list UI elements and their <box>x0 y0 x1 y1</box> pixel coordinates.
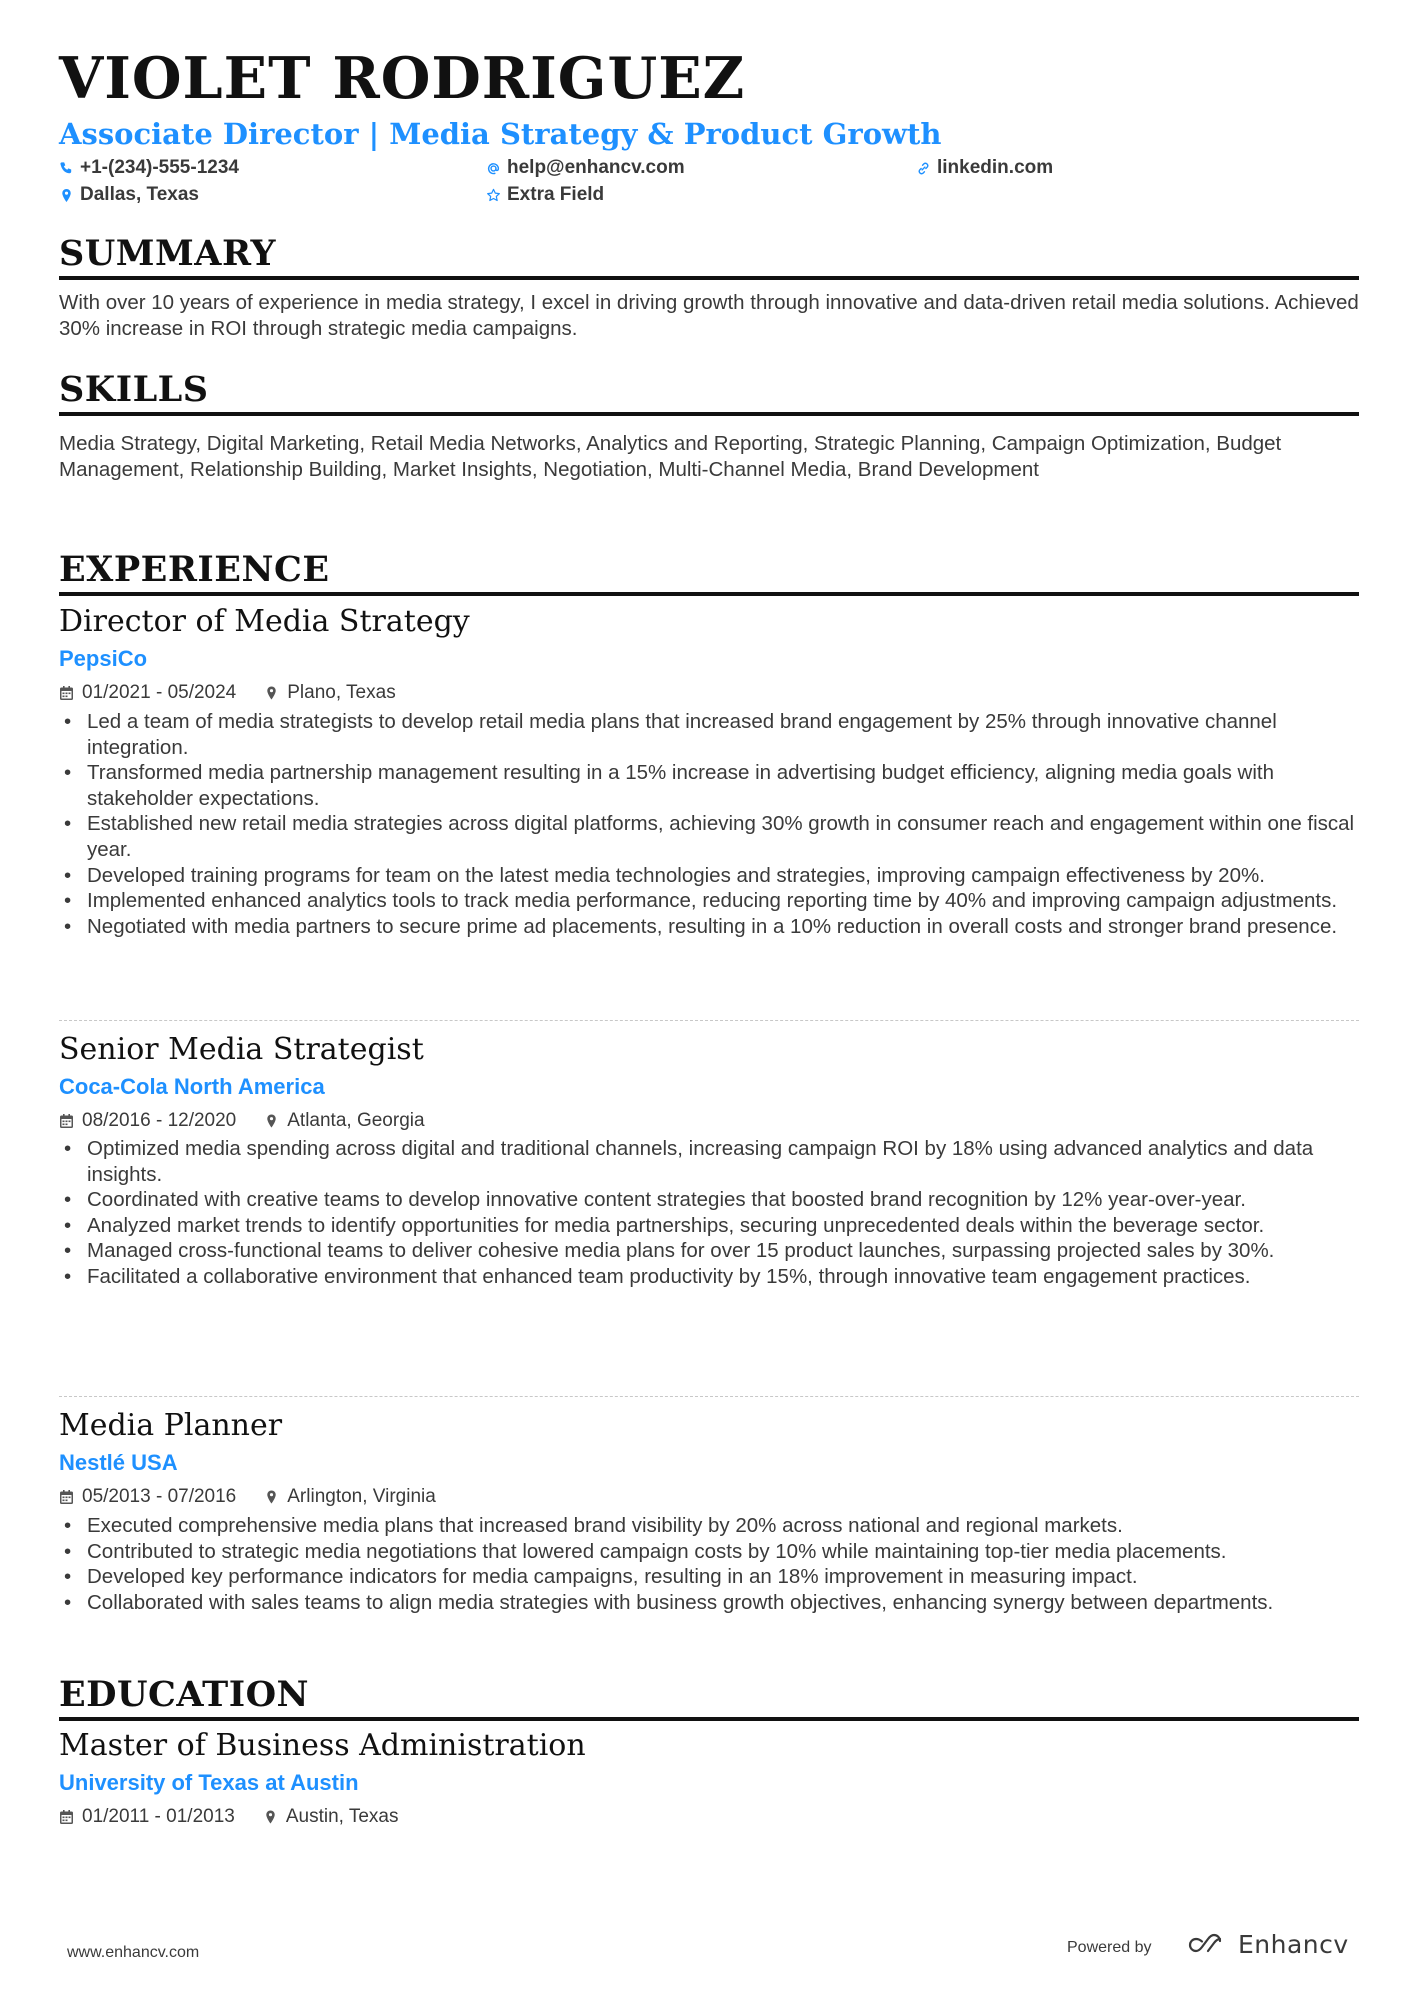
calendar-icon <box>59 1489 74 1505</box>
company-name: PepsiCo <box>59 646 148 671</box>
education-location <box>263 1807 399 1826</box>
star-icon <box>486 188 501 203</box>
job-meta <box>59 1487 436 1506</box>
summary-text: With over 10 years of experience in media strategy, I excel in driving growth through innovative and data-driven retail media solutions. Achieved 30% increase in ROI through strategic media campaigns. <box>59 291 1359 340</box>
enhancv-logo-icon <box>1186 1933 1230 1957</box>
calendar-icon <box>59 685 74 701</box>
job-dates: 05/2013 - 07/2016 <box>82 1486 237 1507</box>
list-item: • Executed comprehensive media plans that increased brand visibility by 20% across national and regional markets. <box>59 1513 1359 1539</box>
list-item: • Contributed to strategic media negotiations that lowered campaign costs by 10% while maintaining top-tier media placements. <box>59 1539 1359 1565</box>
calendar-icon <box>59 1809 74 1825</box>
contact-location <box>59 184 199 206</box>
job-title: Media Planner <box>59 1408 283 1443</box>
list-item: • Led a team of media strategists to develop retail media plans that increased brand engagement by 25% through innovative channel integration. <box>59 709 1359 760</box>
job-location <box>264 1111 424 1130</box>
extra-text: Extra Field <box>507 184 605 205</box>
education-heading: EDUCATION <box>59 1677 1359 1721</box>
contact-linkedin[interactable] <box>916 157 1053 179</box>
experience-heading: EXPERIENCE <box>59 552 1359 596</box>
contact-phone <box>59 157 239 179</box>
phone-text: +1-(234)-555-1234 <box>80 157 239 178</box>
job-title: Senior Media Strategist <box>59 1032 424 1067</box>
job-dates: 01/2021 - 05/2024 <box>82 682 237 703</box>
school-name: University of Texas at Austin <box>59 1770 359 1795</box>
location-pin-icon <box>264 1113 279 1129</box>
footer-url[interactable]: www.enhancv.com <box>67 1944 200 1961</box>
location-text: Dallas, Texas <box>80 184 200 205</box>
job-location-text: Plano, Texas <box>287 682 396 703</box>
skills-heading: SKILLS <box>59 372 1359 416</box>
job-bullets <box>59 1513 1359 1615</box>
education-location-text: Austin, Texas <box>285 1806 399 1827</box>
job-divider <box>59 1020 1359 1021</box>
link-icon <box>916 161 931 176</box>
location-pin-icon <box>59 188 74 203</box>
skills-text: Media Strategy, Digital Marketing, Retail Media Networks, Analytics and Reporting, Strategic Planning, Campaign Optimization, Budget Management, Relationship Building, Market Insights, Negotiation, Multi-Channel Media, Brand Development <box>59 432 1282 481</box>
company-name: Coca-Cola North America <box>59 1074 325 1099</box>
email-text: help@enhancv.com <box>507 157 685 178</box>
location-pin-icon <box>263 1809 278 1825</box>
list-item: • Developed training programs for team on the latest media technologies and strategies, improving campaign effectiveness by 20%. <box>59 863 1359 889</box>
job-meta <box>59 683 396 702</box>
job-location-text: Arlington, Virginia <box>287 1486 436 1507</box>
list-item: • Analyzed market trends to identify opportunities for media partnerships, securing unprecedented deals within the beverage sector. <box>59 1213 1359 1239</box>
summary-heading: SUMMARY <box>59 236 1359 280</box>
location-pin-icon <box>264 685 279 701</box>
job-bullets <box>59 709 1359 939</box>
at-sign-icon <box>486 161 501 176</box>
linkedin-text: linkedin.com <box>937 157 1054 178</box>
job-title: Director of Media Strategy <box>59 604 470 639</box>
calendar-icon <box>59 1113 74 1129</box>
contact-email[interactable] <box>486 157 685 179</box>
degree-title: Master of Business Administration <box>59 1728 586 1763</box>
location-pin-icon <box>264 1489 279 1505</box>
list-item: • Transformed media partnership management resulting in a 15% increase in advertising budget efficiency, aligning media goals with stakeholder expectations. <box>59 760 1359 811</box>
job-location <box>264 1487 436 1506</box>
contact-extra <box>486 184 604 206</box>
job-dates: 08/2016 - 12/2020 <box>82 1110 237 1131</box>
job-divider <box>59 1396 1359 1397</box>
job-meta <box>59 1111 425 1130</box>
phone-icon <box>59 161 74 176</box>
list-item: • Facilitated a collaborative environment that enhanced team productivity by 15%, through innovative team engagement practices. <box>59 1264 1359 1290</box>
job-bullets <box>59 1136 1359 1290</box>
job-location <box>264 683 395 702</box>
candidate-headline: Associate Director | Media Strategy & Product Growth <box>59 117 942 151</box>
list-item: • Developed key performance indicators for media campaigns, resulting in an 18% improvement in measuring impact. <box>59 1564 1359 1590</box>
job-location-text: Atlanta, Georgia <box>287 1110 425 1131</box>
list-item: • Optimized media spending across digital and traditional channels, increasing campaign ROI by 18% using advanced analytics and data insights. <box>59 1136 1359 1187</box>
list-item: • Coordinated with creative teams to develop innovative content strategies that boosted brand recognition by 12% year-over-year. <box>59 1187 1359 1213</box>
education-meta <box>59 1807 399 1826</box>
powered-by-label: Powered by <box>1067 1939 1152 1956</box>
list-item: • Collaborated with sales teams to align media strategies with business growth objectives, enhancing synergy between departments. <box>59 1590 1359 1616</box>
list-item: • Negotiated with media partners to secure prime ad placements, resulting in a 10% reduction in overall costs and stronger brand presence. <box>59 914 1359 940</box>
company-name: Nestlé USA <box>59 1450 178 1475</box>
enhancv-logo-text: Enhancv <box>1238 1930 1349 1959</box>
education-dates: 01/2011 - 01/2013 <box>82 1806 235 1827</box>
list-item: • Established new retail media strategies across digital platforms, achieving 30% growth in consumer reach and engagement within one fiscal year. <box>59 811 1359 862</box>
enhancv-logo[interactable] <box>1186 1930 1349 1959</box>
list-item: • Implemented enhanced analytics tools to track media performance, reducing reporting time by 40% and improving campaign adjustments. <box>59 888 1359 914</box>
list-item: • Managed cross-functional teams to deliver cohesive media plans for over 15 product launches, surpassing projected sales by 30%. <box>59 1238 1359 1264</box>
candidate-name: VIOLET RODRIGUEZ <box>59 45 746 112</box>
